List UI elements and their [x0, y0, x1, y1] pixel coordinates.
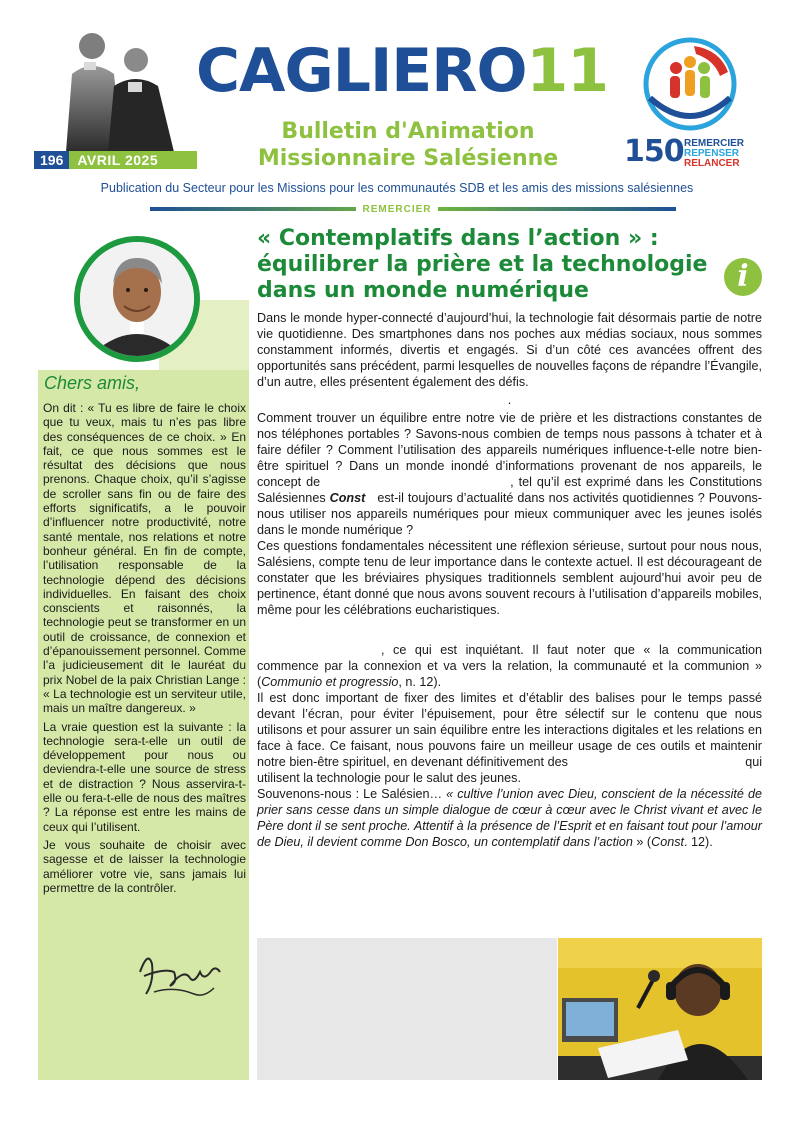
greeting: Chers amis,	[44, 373, 141, 393]
p5-text-a: , ce qui est inquiétant. Il faut noter que « la communication commence par la connexion et va vers la relation, la communauté et la communion » (	[257, 643, 762, 689]
p3-text-c: est-il toujours d’actualité dans nos activités quotidiennes ? Pouvons-nous utiliser nos appareils numériques pour mieux communiquer avec les jeunes isolés dans le monde numérique ?	[257, 491, 762, 537]
p3-text-b: , tel qu’il est exprimé dans les Constitutions Salésiennes	[257, 475, 762, 505]
p7-text-a: Souvenons-nous : Le Salésien…	[257, 787, 447, 801]
article-paragraph-1: Dans le monde hyper-connecté d’aujourd’hui, la technologie fait désormais partie de notre vie quotidienne. Des smartphones dans nos poches aux médias sociaux, nous sommes constamment informés, divertis et engagés. Si d’un côté ces avancées offrent des opportunités sans précédent, parmi lesquelles de nouvelles façons de répandre l’Évangile, d’un autre, elles présentent également des défis.	[257, 311, 762, 389]
article-body	[257, 310, 762, 850]
logo-word-2: REPENSER	[684, 148, 740, 159]
headline-line-3: dans un monde numérique	[257, 278, 589, 303]
author-portrait	[74, 236, 200, 362]
subtitle-line-1: Bulletin d'Animation	[281, 119, 535, 144]
p7-citation: Const	[651, 835, 685, 849]
image-placeholder	[257, 938, 557, 1080]
publication-line: Publication du Secteur pour les Missions pour les communautés SDB et les amis des missions salésiennes	[100, 181, 694, 195]
editorial-letter	[43, 401, 246, 899]
p5-citation: Communio et progressio	[261, 675, 399, 689]
subtitle-line-2: Missionnaire Salésienne	[257, 146, 559, 171]
issue-bar	[34, 151, 197, 169]
logo-word-1: REMERCIER	[684, 138, 745, 149]
logo-word-3: RELANCER	[684, 158, 740, 169]
p7-quote: « cultive l’union avec Dieu, conscient de la nécessité de prier sans cesse dans un simple dialogue de cœur à cœur avec le Christ vivant et avec le Père dont il se sent proche. Attentif à la présence de l’Esprit et en faisant tout pour l’amour de Dieu, il devient comme Don Bosco, un contemplatif dans l’action	[257, 787, 762, 849]
bulletin-subtitle	[248, 118, 568, 172]
headline-line-1: « Contemplatifs dans l’action » :	[257, 226, 659, 251]
brand-number: 11	[526, 36, 608, 106]
logo-number: 150	[624, 134, 684, 169]
article-paragraph-4: Ces questions fondamentales nécessitent une réflexion sérieuse, surtout pour nous nous, Salésiens, compte tenu de leur importance dans le contexte actuel. Il est décourageant de constater que les bréviaires physiques traditionnels semblent aujourd’hui avoir peu de pertinence, étant donné que nous avons souvent recours à l’utilisation d’appareils mobiles, même pour les célébrations eucharistiques.	[257, 539, 762, 617]
logo-words	[684, 139, 744, 169]
headline-line-2: équilibrer la prière et la technologie	[257, 252, 708, 277]
portrait-photo	[80, 242, 194, 356]
article-paragraph-3	[257, 410, 762, 538]
p5-text-b: , n. 12).	[398, 675, 442, 689]
paragraph-gap	[257, 618, 762, 642]
letter-paragraph-3: Je vous souhaite de choisir avec sagesse et de laisser la technologie améliorer votre vie, sans jamais lui permettre de la contrôler.	[43, 837, 246, 895]
paragraph-gap	[257, 390, 762, 410]
section-label	[0, 204, 794, 215]
info-icon: i	[724, 258, 762, 296]
brand-title	[196, 36, 608, 106]
issue-number: 196	[34, 151, 69, 169]
letter-paragraph-1: On dit : « Tu es libre de faire le choix que tu veux, mais tu n’es pas libre des conséquences de ce choix. » En fait, ce que nous sommes est le résultat des décisions que nous prenons. Chaque choix, qu’il s’agisse de scroller sans fin ou de faire des efforts significatifs, a le pouvoir d’influencer notre productivité, notre santé mentale, nos relations et notre bonheur général. En fin de compte, l’utilisation responsable de la technologie dépend des décisions individuelles. En faisant des choix conscients et raisonnés, la technologie peut se transformer en un outil de croissance, de connexion et d’épanouissement personnel. Comme l’a judicieusement dit le lauréat du prix Nobel de la paix Christian Lange : « La technologie est un serviteur utile, mais un maître dangereux. »	[43, 401, 246, 716]
issue-date: AVRIL 2025	[69, 151, 197, 169]
p6-text-a: Il est donc important de fixer des limites et d’établir des balises pour le temps passé devant l’écran, pour éviter l’épuisement, pour être sélectif sur le contenu que nous utilisons et pour assurer un sain équilibre entre les interactions digitales et les relations en face à face. Ce faisant, nous pouvons faire un meilleur usage de ces outils et maintenir notre bien-être spirituel, en devenant définitivement des	[257, 691, 762, 769]
p3-text-a: Comment trouver un équilibre entre notre vie de prière et les distractions constantes de nos téléphones portables ? Savons-nous combien de temps nous passons à tchater et à faire défiler ? Comment l’utilisation des appareils numériques influence-t-elle notre bien-être spirituel ? Dans un monde inondé d’informations provenant de nos appareils, le concept de	[257, 411, 762, 489]
article-paragraph-6	[257, 690, 762, 786]
radio-studio-photo	[558, 938, 762, 1080]
brand-name: CAGLIERO	[196, 36, 527, 106]
stray-dot: .	[507, 393, 512, 407]
article-headline	[257, 226, 727, 304]
signature	[134, 942, 224, 1006]
anniversary-logo	[624, 36, 754, 170]
const-reference: Const	[329, 491, 366, 505]
section-label-text: REMERCIER	[356, 204, 437, 215]
article-paragraph-5	[257, 642, 762, 690]
p6-text-b: qui utilisent la technologie pour le salut des jeunes.	[257, 755, 763, 785]
article-paragraph-7	[257, 786, 762, 850]
founders-photo	[44, 24, 194, 152]
p7-text-c: . 12).	[684, 835, 713, 849]
p7-text-b: » (	[632, 835, 652, 849]
globe-people-icon	[624, 36, 754, 134]
letter-paragraph-2: La vraie question est la suivante : la technologie sera-t-elle un outil de développement pour nous ou deviendra-t-elle une source de stress et de distraction ? Nous asservira-t-elle ou fera-t-elle de nous des maîtres ? La réponse est entre les mains de ceux qui l’utilisent.	[43, 719, 246, 834]
